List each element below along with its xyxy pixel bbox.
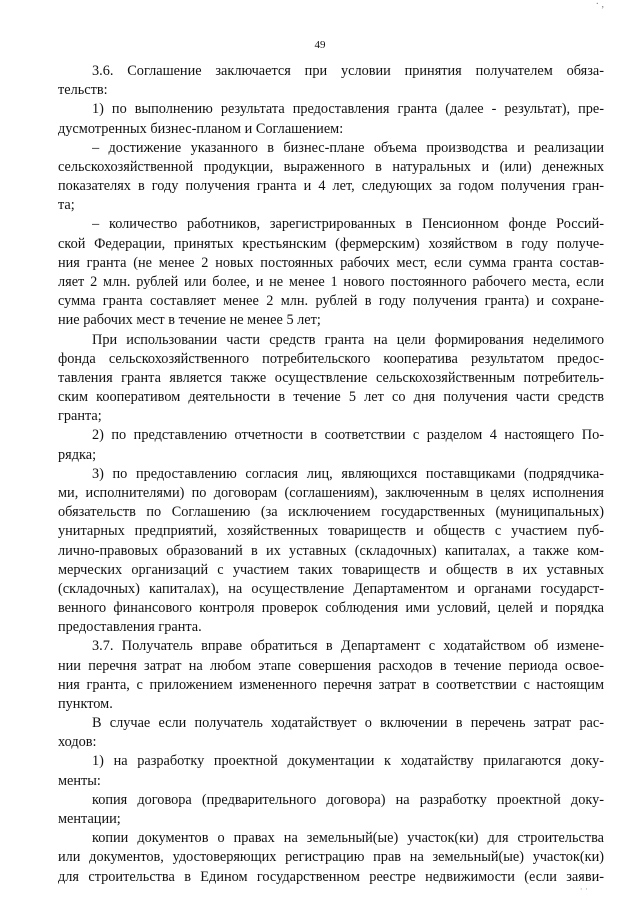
text-line: ми, исполнителями) по договорам (соглашениям), заключенным в целях исполнения <box>58 485 604 501</box>
text-line: 2) по представлению отчетности в соответствии с разделом 4 настоящего По- <box>92 427 604 443</box>
page-number: 49 <box>314 39 326 51</box>
text-line: нии перечня затрат на любом этапе совершения расходов в течение периода освое- <box>58 658 604 674</box>
text-line: или документов, удостоверяющих регистрацию прав на земельный(ые) участок(ки) <box>58 849 604 865</box>
text-line: предоставления гранта. <box>58 619 202 635</box>
text-line: сельскохозяйственной продукции, выраженного в натуральных и (или) денежных <box>58 159 604 175</box>
text-line: для строительства в Едином государственном реестре недвижимости (если заяви- <box>58 869 604 885</box>
text-line: та; <box>58 197 75 213</box>
text-line: ской Федерации, принятых крестьянским (фермерским) хозяйством в году получе- <box>58 236 604 252</box>
text-line: ляет 2 млн. рублей или более, и не менее 1 нового постоянного рабочего места, если <box>58 274 604 290</box>
text-line: гранта; <box>58 408 102 424</box>
text-line: тельств: <box>58 82 108 98</box>
text-line: 1) на разработку проектной документации к ходатайству прилагаются доку- <box>92 753 604 769</box>
text-line: ние рабочих мест в течение не менее 5 лет; <box>58 312 321 328</box>
text-line: 3) по предоставлению согласия лиц, являющихся поставщиками (подрядчика- <box>92 466 604 482</box>
text-line: 3.6. Соглашение заключается при условии принятия получателем обяза- <box>92 63 604 79</box>
text-line: При использовании части средств гранта на цели формирования неделимого <box>92 332 604 348</box>
text-line: (складочных) капиталах), на осуществление Департаментом и органами государст- <box>58 581 604 597</box>
text-line: В случае если получатель ходатайствует о включении в перечень затрат рас- <box>92 715 604 731</box>
text-line: копия договора (предварительного договора) на разработку проектной доку- <box>92 792 604 808</box>
text-line: менты: <box>58 773 101 789</box>
text-line: фонда сельскохозяйственного потребительского кооператива результатом предос- <box>58 351 604 367</box>
text-line: венного финансового контроля проверок соблюдения ими условий, целей и порядка <box>58 600 604 616</box>
text-line: – достижение указанного в бизнес-плане объема производства и реализации <box>92 140 604 156</box>
text-line: – количество работников, зарегистрированных в Пенсионном фонде Россий- <box>92 216 604 232</box>
text-line: рядка; <box>58 447 97 463</box>
text-line: копии документов о правах на земельный(ые) участок(ки) для строительства <box>92 830 604 846</box>
text-line: 1) по выполнению результата предоставления гранта (далее - результат), пре- <box>92 101 604 117</box>
text-line: ментации; <box>58 811 121 827</box>
text-line: показателях в году получения гранта и 4 лет, следующих за годом получения гран- <box>58 178 604 194</box>
text-line: дусмотренных бизнес-планом и Соглашением: <box>58 121 344 137</box>
text-line: тавления гранта является также осуществление сельскохозяйственным потребитель- <box>58 370 604 386</box>
scan-bottom-mark: · · <box>579 884 588 894</box>
text-line: пунктом. <box>58 696 113 712</box>
text-line: 3.7. Получатель вправе обратиться в Департамент с ходатайством об измене- <box>92 638 604 654</box>
text-line: унитарных предприятий, хозяйственных товариществ и обществ с участием пуб- <box>58 523 604 539</box>
text-line: ским кооперативом деятельности в течение 5 лет со дня получения части средств <box>58 389 604 405</box>
text-line: сумма гранта составляет менее 2 млн. рублей в году получения гранта) и сохране- <box>58 293 604 309</box>
text-line: лично-правовых образований в их уставных (складочных) капиталах, а также ком- <box>58 543 604 559</box>
text-line: ния гранта, с приложением измененного перечня затрат в соответствии с настоящим <box>58 677 604 693</box>
text-line: ходов: <box>58 734 97 750</box>
scan-corner-mark: · , <box>595 0 604 10</box>
text-line: обязательств по Соглашению (за исключением государственных (муниципальных) <box>58 504 604 520</box>
text-line: ния гранта (не менее 2 новых постоянных рабочих мест, если сумма гранта состав- <box>58 255 604 271</box>
text-line: мерческих организаций с участием таких товариществ и обществ в их уставных <box>58 562 604 578</box>
